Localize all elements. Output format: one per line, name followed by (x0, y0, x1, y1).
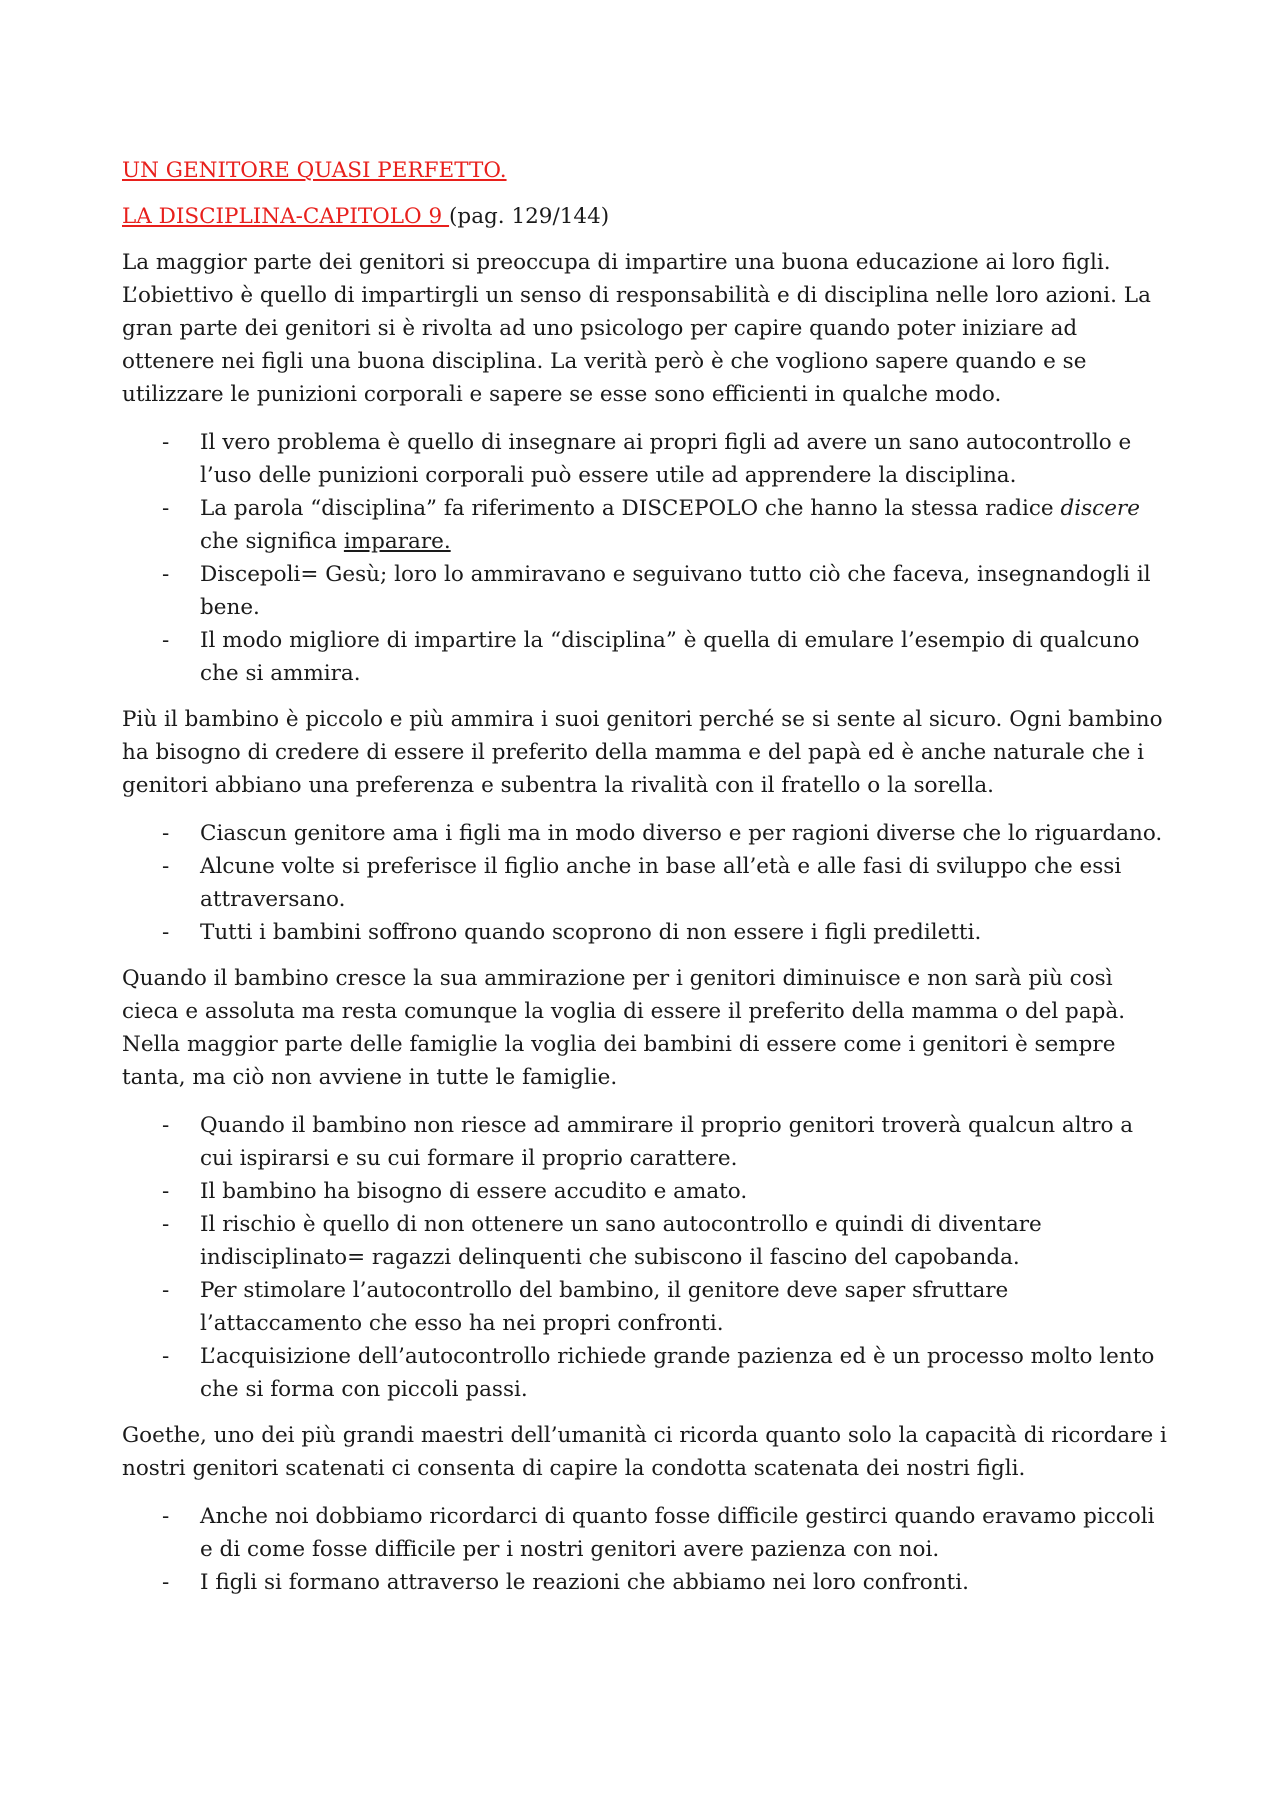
list-item: - Il rischio è quello di non ottenere un sano autocontrollo e quindi di diventare indisciplinato= ragazzi delinquenti che subiscono il fascino del capobanda. (122, 1208, 1172, 1274)
list-item: - Il modo migliore di impartire la “disciplina” è quella di emulare l’esempio di qualcuno che si ammira. (122, 624, 1172, 690)
bullet-list-4 (122, 1500, 1172, 1599)
bullet-list-1 (122, 426, 1172, 690)
dash-marker: - (162, 1504, 170, 1529)
dash-marker: - (162, 920, 170, 945)
page-range: (pag. 129/144) (449, 204, 610, 229)
dash-marker: - (162, 1344, 170, 1369)
dash-marker: - (162, 430, 170, 455)
dash-marker: - (162, 1113, 170, 1138)
list-item: - Per stimolare l’autocontrollo del bambino, il genitore deve saper sfruttare l’attaccamento che esso ha nei propri confronti. (122, 1274, 1172, 1340)
dash-marker: - (162, 854, 170, 879)
chapter-heading (122, 200, 1172, 233)
dash-marker: - (162, 496, 170, 521)
list-item: - Quando il bambino non riesce ad ammirare il proprio genitori troverà qualcun altro a cui ispirarsi e su cui formare il proprio carattere. (122, 1109, 1172, 1175)
document-title: UN GENITORE QUASI PERFETTO. (122, 158, 507, 183)
dash-marker: - (162, 1570, 170, 1595)
list-item: - Discepoli= Gesù; loro lo ammiravano e seguivano tutto ciò che faceva, insegnandogli il bene. (122, 558, 1172, 624)
chapter-title: LA DISCIPLINA-CAPITOLO 9 (122, 204, 450, 229)
dash-marker: - (162, 1278, 170, 1303)
paragraph-4: Goethe, uno dei più grandi maestri dell’umanità ci ricorda quanto solo la capacità di ricordare i nostri genitori scatenati ci consenta di capire la condotta scatenata dei nostri figli. (122, 1423, 1167, 1481)
list-item: - I figli si formano attraverso le reazioni che abbiamo nei loro confronti. (122, 1566, 1172, 1599)
list-item: - L’acquisizione dell’autocontrollo richiede grande pazienza ed è un processo molto lento che si forma con piccoli passi. (122, 1340, 1172, 1406)
list-item: - Il bambino ha bisogno di essere accudito e amato. (122, 1175, 1172, 1208)
list-item: - Tutti i bambini soffrono quando scoprono di non essere i figli prediletti. (122, 916, 1172, 949)
italic-term: discere (1060, 496, 1140, 521)
dash-marker: - (162, 628, 170, 653)
dash-marker: - (162, 1212, 170, 1237)
document-body (122, 154, 1172, 1599)
list-item: - Alcune volte si preferisce il figlio anche in base all’età e alle fasi di sviluppo che essi attraversano. (122, 850, 1172, 916)
bullet-list-2 (122, 817, 1172, 949)
paragraph-3: Quando il bambino cresce la sua ammirazione per i genitori diminuisce e non sarà più così cieca e assoluta ma resta comunque la voglia di essere il preferito della mamma o del papà. Nella maggior parte delle famiglie la voglia dei bambini di essere come i genitori è sempre tanta, ma ciò non avviene in tutte le famiglie. (122, 966, 1126, 1090)
list-item: - La parola “disciplina” fa riferimento a DISCEPOLO che hanno la stessa radice discere che significa imparare. (122, 492, 1172, 558)
dash-marker: - (162, 821, 170, 846)
bullet-list-3 (122, 1109, 1172, 1406)
paragraph-2: Più il bambino è piccolo e più ammira i suoi genitori perché se si sente al sicuro. Ogni bambino ha bisogno di credere di essere il preferito della mamma e del papà ed è anche naturale che i genitori abbiano una preferenza e subentra la rivalità con il fratello o la sorella. (122, 707, 1163, 798)
underlined-term: imparare. (343, 529, 451, 554)
paragraph-1: La maggior parte dei genitori si preoccupa di impartire una buona educazione ai loro figli. L’obiettivo è quello di impartirgli un senso di responsabilità e di disciplina nelle loro azioni. La gran parte dei genitori si è rivolta ad uno psicologo per capire quando poter iniziare ad ottenere nei figli una buona disciplina. La verità però è che vogliono sapere quando e se utilizzare le punizioni corporali e sapere se esse sono efficienti in qualche modo. (122, 250, 1151, 407)
list-item: - Anche noi dobbiamo ricordarci di quanto fosse difficile gestirci quando eravamo piccoli e di come fosse difficile per i nostri genitori avere pazienza con noi. (122, 1500, 1172, 1566)
list-item: - Ciascun genitore ama i figli ma in modo diverso e per ragioni diverse che lo riguardano. (122, 817, 1172, 850)
dash-marker: - (162, 562, 170, 587)
list-item: - Il vero problema è quello di insegnare ai propri figli ad avere un sano autocontrollo e l’uso delle punizioni corporali può essere utile ad apprendere la disciplina. (122, 426, 1172, 492)
dash-marker: - (162, 1179, 170, 1204)
